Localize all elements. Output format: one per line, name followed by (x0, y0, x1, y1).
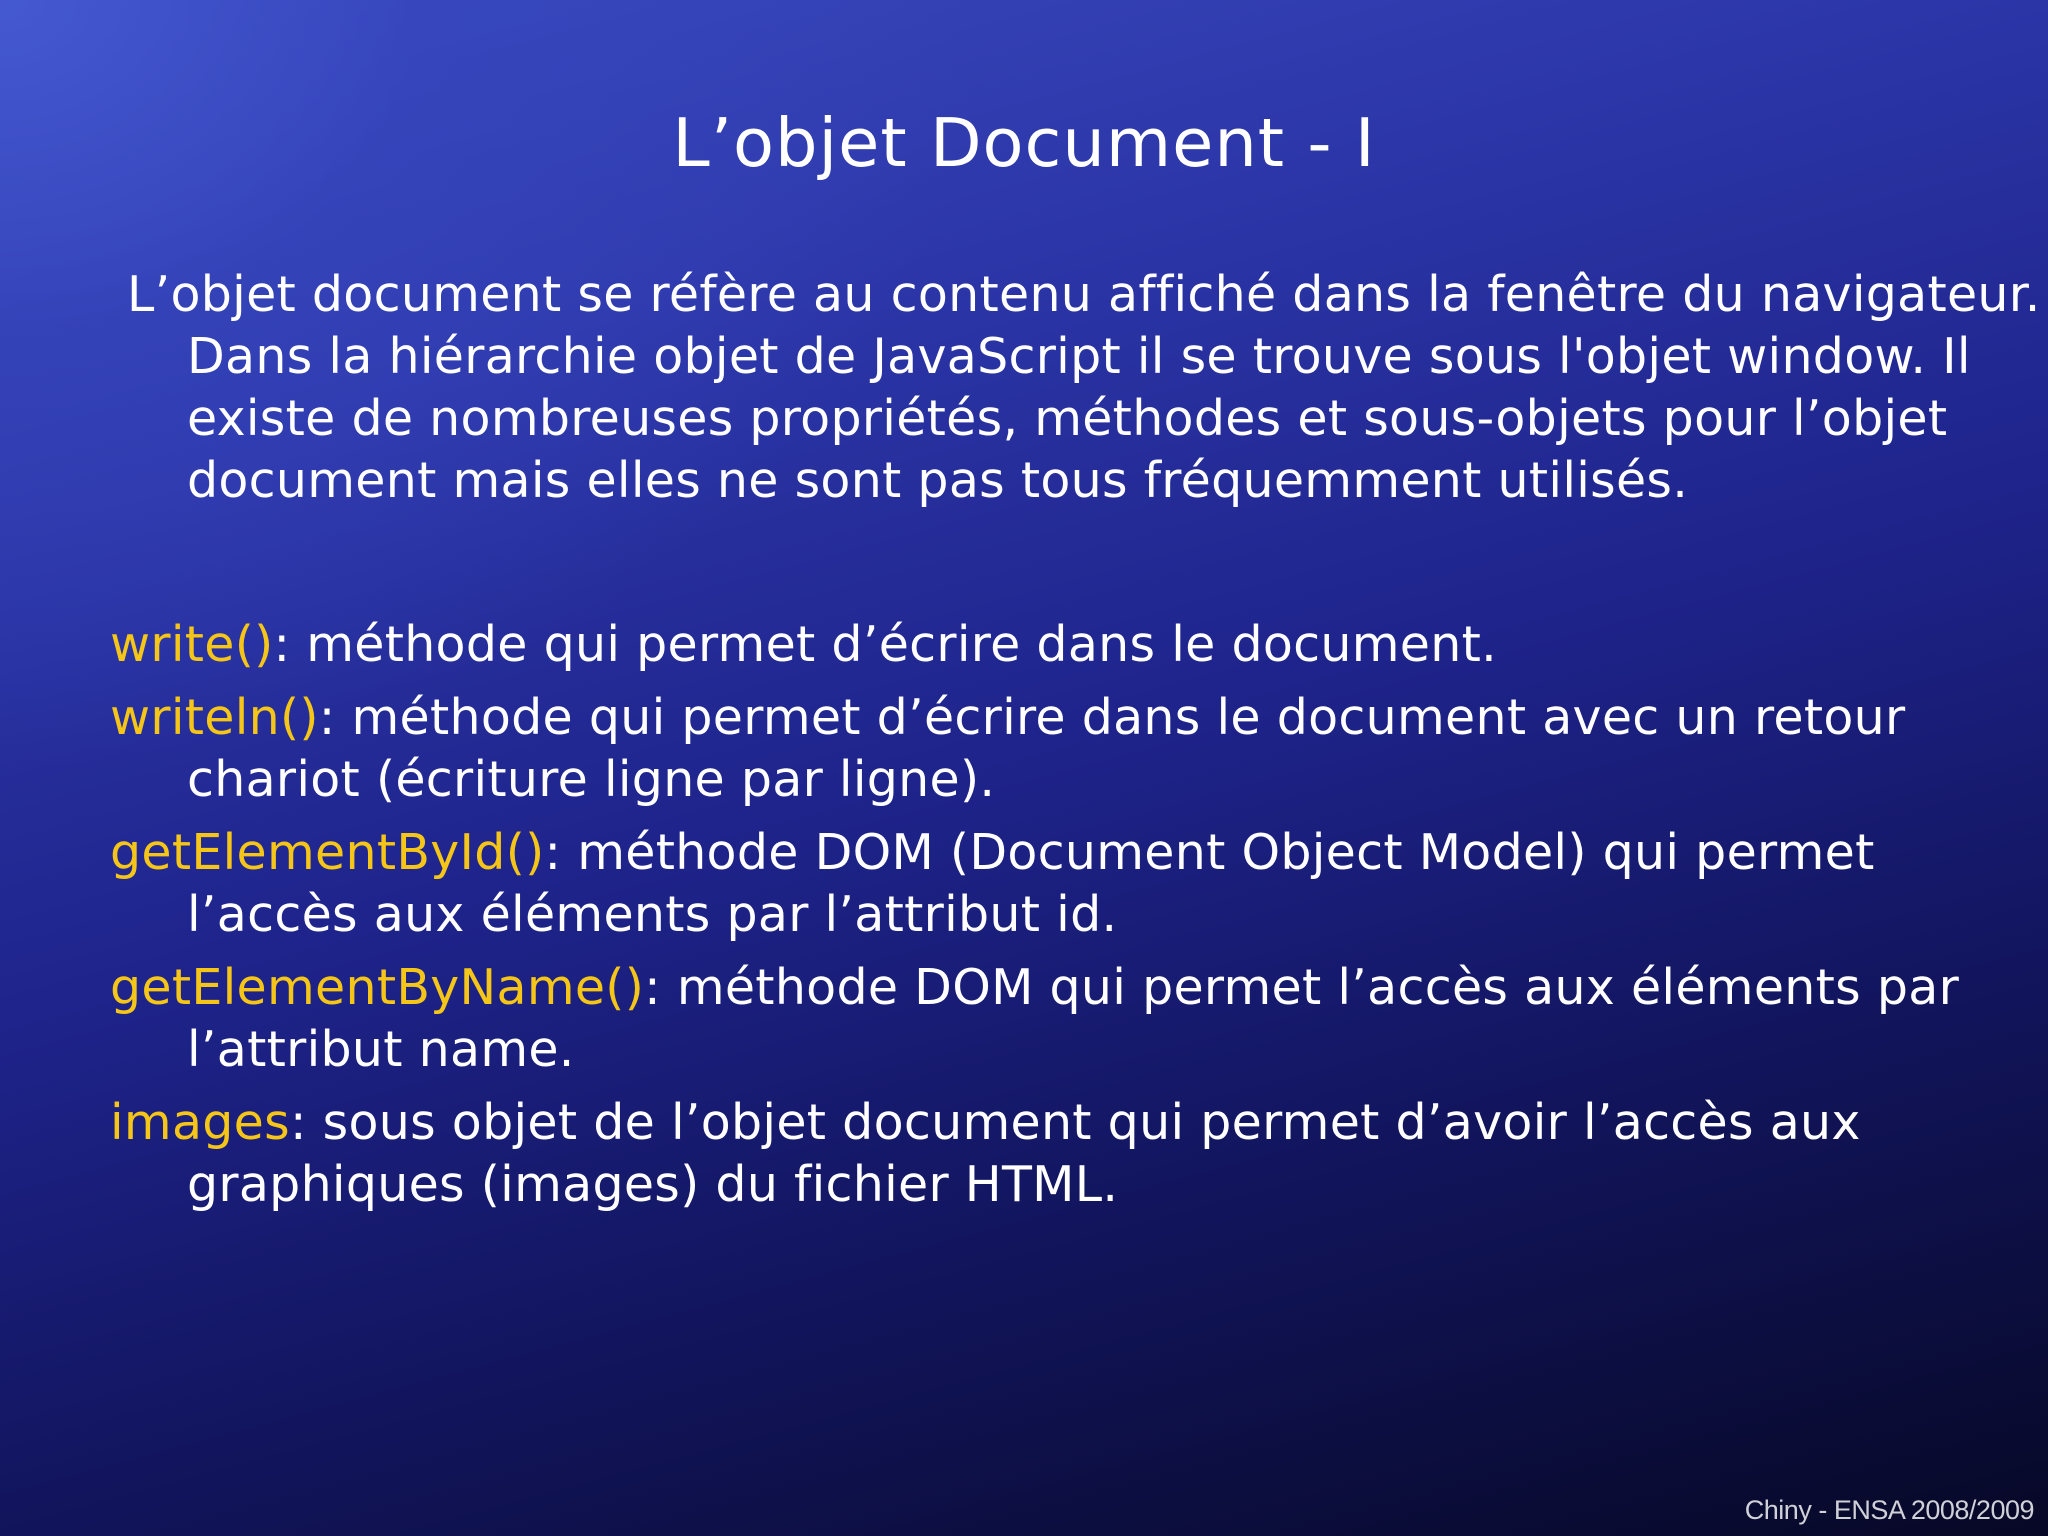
definition-list (110, 614, 1990, 1227)
definition-item-images (110, 1092, 1990, 1216)
definition-item-write (110, 614, 1990, 676)
term-description: : méthode DOM qui permet l’accès aux éléments par l’attribut name. (187, 959, 1960, 1078)
term-label: write() (110, 616, 274, 673)
intro-paragraph: L’objet document se réfère au contenu affiché dans la fenêtre du navigateur. Dans la hiérarchie objet de JavaScript il se trouve sous l'objet window. Il existe de nombreuses propriétés, méthodes et sous-objets pour l’objet document mais elles ne sont pas tous fréquemment utilisés. (127, 266, 2041, 509)
slide-title: L’objet Document - I (672, 104, 1376, 182)
term-description: : sous objet de l’objet document qui permet d’avoir l’accès aux graphiques (images) du fichier HTML. (187, 1094, 1861, 1213)
term-label: getElementByName() (110, 959, 645, 1016)
definition-item-getelementbyname (110, 957, 1990, 1081)
slide-footer: Chiny - ENSA 2008/2009 (1744, 1495, 2034, 1525)
term-label: getElementById() (110, 824, 545, 881)
term-description: : méthode DOM (Document Object Model) qui permet l’accès aux éléments par l’attribut id. (187, 824, 1875, 943)
term-description: : méthode qui permet d’écrire dans le document avec un retour chariot (écriture ligne par ligne). (187, 689, 1906, 808)
definition-item-writeln (110, 687, 1990, 811)
term-description: : méthode qui permet d’écrire dans le document. (273, 616, 1497, 673)
term-label: images (110, 1094, 290, 1151)
term-label: writeln() (110, 689, 319, 746)
definition-item-getelementbyid (110, 822, 1990, 946)
